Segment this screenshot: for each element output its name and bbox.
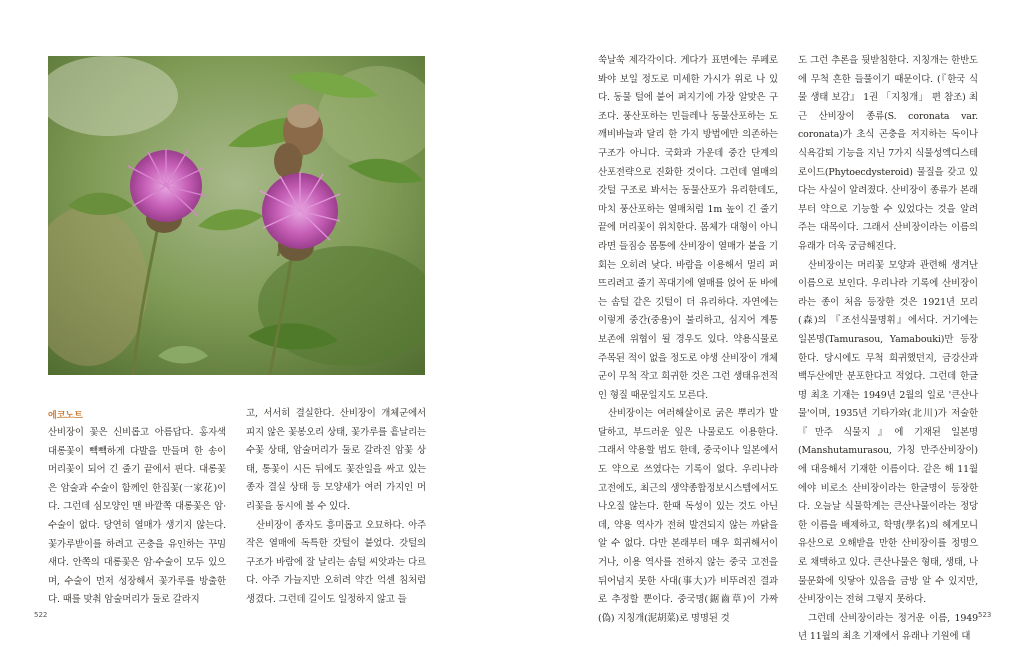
flower-photo bbox=[48, 56, 425, 375]
text-column bbox=[598, 52, 778, 628]
paragraph: 고, 서서히 결실한다. 산비장이 개체군에서 피지 않은 꽃봉오리 상태, 꽃가루를 흩날리는 수꽃 상태, 암술머리가 둘로 갈라진 암꽃 상태, 통꽃이 시든 뒤에도 꽃잔일을 싸고 있는 종자 결실 상태 등 모양새가 여러 가지인 머리꽃을 동시에 볼 수 있다. bbox=[246, 408, 426, 512]
page-number: 522 bbox=[34, 611, 48, 619]
paragraph: 산비장이는 여러해살이로 굵은 뿌리가 발달하고, 부드러운 잎은 나물로도 이용한다. 그래서 약용할 법도 한데, 중국이나 일본에서도 약으로 쓰였다는 기록이 없다. 우리나라 고전에도, 최근의 생약종합정보시스템에서도 나오질 않는다. 한때 독성이 있는 것도 아닌데, 약용 역사가 전혀 발견되지 않는 까닭을 알 수 없다. 다만 본래부터 매우 희귀해서이거나, 이용 역사를 전하지 않는 중국 고전을 뒤어넘지 못한 사대(事大)가 비뚜려진 결과로 추정할 뿐이다. 중국명(鋸齒草)이 가짜(偽) 지칭개(泥胡菜)로 명명된 것 bbox=[598, 408, 778, 624]
paragraph: 산비장이 종자도 흥미롭고 오묘하다. 아주 작은 열매에 독특한 갓털이 붙었다. 갓털의 구조가 바람에 잘 날리는 솜털 씨앗과는 다르다. 아주 가늘지만 오히려 약간 억센 침처럼 생겼다. 그런데 길이도 일정하지 않고 들 bbox=[246, 519, 426, 605]
page-number: 523 bbox=[978, 611, 992, 619]
paragraph: 그런데 산비장이라는 정거운 이름, 1949년 11월의 최초 기재에서 유래나 기원에 대 bbox=[798, 612, 978, 643]
paragraph: 산비장이는 머리꽃 모양과 관련해 생겨난 이름으로 보인다. 우리나라 기록에 산비장이라는 종이 처음 등장한 것은 1921년 모리(森)의 『조선식물명휘』에서다. 거기에는 일본명(Tamurasou, Yamabouki)만 등장한다. 당시에도 무척 희귀했던지, 금강산과 백두산에만 분포한다고 적었다. 그런데 한글명 최초 기재는 1949년 2월의 일로 '큰산나물'이며, 1935년 기타가와(北川)가 저술한 『만주 식물지』에 기재된 일본명(Manshutamurasou, 가칭 만주산비장이)에 대응해서 기재한 이름이다. 같은 해 11월에야 비로소 산비장이라는 한글명이 등장한다. 오늘날 식물학계는 큰산나물이라는 정당한 이름을 배제하고, 학명(學名)의 헤게모니 유산으로 오해받을 만한 산비장이를 정명으로 채택하고 있다. 큰산나물은 형태, 생태, 나물문화에 잇닿아 있음을 금방 알 수 있지만, 산비장이는 전혀 그렇지 못하다. bbox=[798, 259, 978, 606]
paragraph: 쑥날쑥 제각각이다. 게다가 표면에는 루페로 봐야 보일 정도로 미세한 가시가 위로 나 있다. 동물 털에 붙어 퍼지기에 가장 알맞은 구조다. 풍산포하는 민들레나 동물산포하는 도깨비바늘과 달리 한 가지 방법에만 의존하는 구조가 아니다. 국화과 가운데 중간 단계의 산포전략으로 진화한 것이다. 그런데 열매의 갓털 구조로 봐서는 동물산포가 유리한데도, 마치 풍산포하는 열매처럼 1m 높이 긴 줄기 끝에 머리꽃이 위치한다. 몸체가 대형이 아니라면 들짐승 몸통에 산비장이 열매가 붙을 기회는 오히려 낮다. 바람을 이용해서 멀리 퍼뜨리려고 줄기 꼭대기에 열매를 얹어 둔 바에는 솜털 같은 깃털이 더 유리하다. 자연에는 이렇게 중간(중용)이 불리하고, 심지어 계통 보존에 위협이 될 경우도 있다. 약용식물로 주목된 적이 없을 정도로 야생 산비장이 개체군이 무척 작고 희귀한 것은 그런 생태유전적인 형질 때문일지도 모른다. bbox=[598, 55, 778, 401]
eco-note-label: 에코노트 bbox=[48, 411, 83, 421]
text-column bbox=[246, 405, 426, 610]
paragraph: 산비장이 꽃은 신비롭고 아름답다. 홍자색 대롱꽃이 빽빽하게 다발을 만들며 한 송이 머리꽃이 되어 긴 줄기 끝에서 핀다. 대롱꽃은 암술과 수술이 함께인 한집꽃(一家花)이다. 그런데 심모양인 맨 바깥쪽 대롱꽃은 암·수술이 없다. 당연히 열매가 생기지 않는다. 꽃가루받이를 하려고 곤충을 유인하는 꾸밈새다. 안쪽의 대롱꽃은 암·수술이 모두 있으며, 수술이 먼저 성장해서 꽃가루를 방출한다. 때를 맞춰 암술머리가 둘로 갈라지 bbox=[48, 427, 226, 606]
paragraph: 도 그런 추론을 뒷받침한다. 지칭개는 한반도에 무척 흔한 들풀이기 때문이다. (『한국 식물 생태 보감』 1권 「지칭개」 편 참조) 최근 산비장이 종류(S. coronata var. coronata)가 초식 곤충을 저지하는 독이나 식욕감퇴 기능을 지닌 7가지 식물성엑디스테로이드(Phytoecdysteroid) 물질을 갖고 있다는 사실이 알려졌다. 산비장이 종류가 본래부터 약으로 기능할 수 있었다는 것을 알려 주는 대목이다. 그래서 산비장이라는 이름의 유래가 더욱 궁금해진다. bbox=[798, 55, 978, 252]
text-column bbox=[798, 52, 978, 647]
text-column bbox=[48, 424, 226, 610]
